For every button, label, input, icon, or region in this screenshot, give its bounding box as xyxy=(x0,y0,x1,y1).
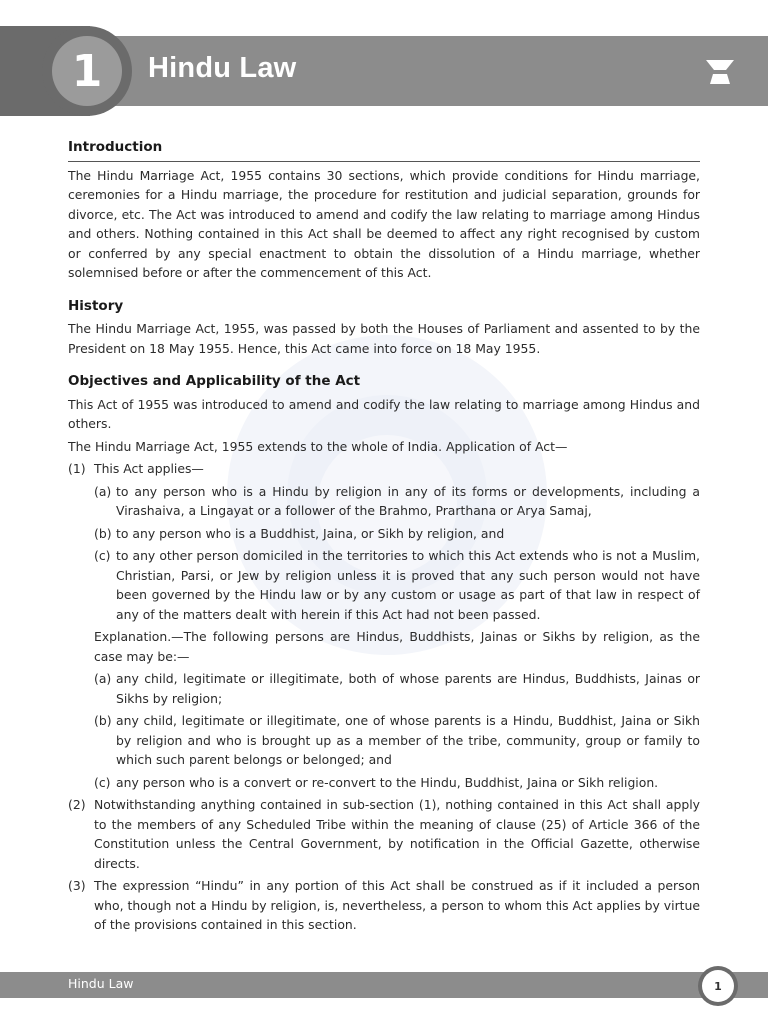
sub-text: any child, legitimate or illegitimate, one of whose parents is a Hindu, Buddhist, Jaina or Sikh by religion and who is brought up as a member of the tribe, community, group or family to which such parent belongs or belonged; and xyxy=(116,713,700,767)
sub-text: to any person who is a Hindu by religion in any of its forms or developments, including a Virashaiva, a Lingayat or a follower of the Brahmo, Prarthana or Arya Samaj, xyxy=(116,483,700,518)
sub-item-1c xyxy=(68,546,700,624)
chapter-number: 1 xyxy=(52,36,122,106)
brand-logo-icon xyxy=(704,58,736,86)
sub-text: to any other person domiciled in the territories to which this Act extends who is not a Muslim, Christian, Parsi, or Jew by religion unless it is proved that any such person would not have been governed by the Hindu law or by any custom or usage as part of that law in respect of any of the matters dealt with herein if this Act had not been passed. xyxy=(116,548,700,622)
sub-text: to any person who is a Buddhist, Jaina, or Sikh by religion, and xyxy=(116,525,505,541)
sub-number: (c) xyxy=(94,774,111,790)
sub-number: (b) xyxy=(94,713,112,728)
list-text: The expression “Hindu” in any portion of this Act shall be construed as if it included a person who, though not a Hindu by religion, is, nevertheless, a person to whom this Act applies by virtue of the provisions contained in this section. xyxy=(94,878,700,932)
list-number: (3) xyxy=(68,878,86,893)
explanation-item-a xyxy=(68,669,700,708)
objectives-para-1: This Act of 1955 was introduced to amend and codify the law relating to marriage among Hindus and others. xyxy=(68,396,700,431)
sub-number: (a) xyxy=(94,483,112,499)
list-item-2 xyxy=(68,795,700,873)
list-text: This Act applies— xyxy=(94,461,204,476)
sub-number: (c) xyxy=(94,548,111,563)
sub-text: any child, legitimate or illegitimate, both of whose parents are Hindus, Buddhists, Jainas or Sikhs by religion; xyxy=(116,671,700,706)
list-number: (2) xyxy=(68,797,86,812)
explanation-item-c xyxy=(68,773,700,793)
explanation-text: Explanation.—The following persons are Hindus, Buddhists, Jainas or Sikhs by religion, as the case may be:— xyxy=(94,629,700,664)
objectives-heading: Objectives and Applicability of the Act xyxy=(68,373,361,389)
footer-title: Hindu Law xyxy=(68,976,134,991)
history-body: The Hindu Marriage Act, 1955, was passed by both the Houses of Parliament and assented to by the President on 18 May 1955. Hence, this Act came into force on 18 May 1955. xyxy=(68,321,700,356)
introduction-body: The Hindu Marriage Act, 1955 contains 30 sections, which provide conditions for Hindu marriage, ceremonies for a Hindu marriage, the procedure for restitution and judicial separation, grounds for divorce, etc. The Act was introduced to amend and codify the law relating to marriage among Hindus and others. Nothing contained in this Act shall be deemed to affect any right recognised by custom or conferred by any special enactment to obtain the dissolution of a Hindu marriage, whether solemnised before or after the commencement of this Act. xyxy=(68,167,700,280)
sub-item-1a xyxy=(68,482,700,521)
list-number: (1) xyxy=(68,461,86,476)
explanation-item-b xyxy=(68,711,700,770)
sub-number: (b) xyxy=(94,525,112,541)
sub-item-1b xyxy=(68,524,700,544)
history-heading: History xyxy=(68,297,124,314)
list-text: Notwithstanding anything contained in sub-section (1), nothing contained in this Act shall apply to the members of any Scheduled Tribe within the meaning of clause (25) of Article 366 of the Constitution unless the Central Government, by notification in the Official Gazette, otherwise directs. xyxy=(94,797,700,871)
introduction-heading: Introduction xyxy=(68,138,700,162)
main-content xyxy=(68,138,700,938)
list-item-3 xyxy=(68,876,700,935)
chapter-title: Hindu Law xyxy=(148,52,297,84)
sub-number: (a) xyxy=(94,671,112,686)
sub-text: any person who is a convert or re-convert to the Hindu, Buddhist, Jaina or Sikh religion. xyxy=(116,774,659,790)
page-number: 1 xyxy=(702,970,734,1002)
objectives-para-2: The Hindu Marriage Act, 1955 extends to the whole of India. Application of Act— xyxy=(68,438,568,454)
list-item-1 xyxy=(68,459,700,479)
